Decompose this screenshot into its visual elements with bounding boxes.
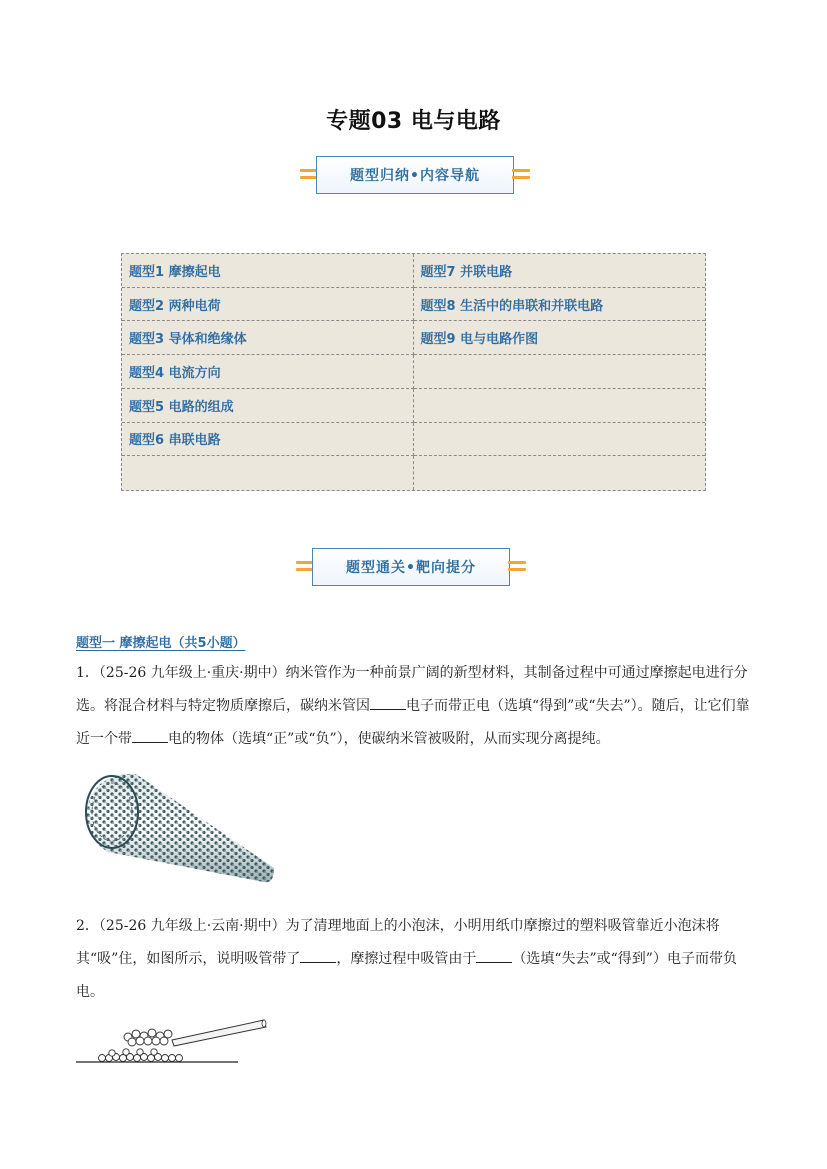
- practice-banner: [302, 548, 520, 586]
- question-number: 1．: [76, 665, 99, 681]
- double-bar-icon: [512, 169, 530, 181]
- practice-banner-label: 题型通关•靶向提分: [312, 548, 510, 586]
- nav-item[interactable]: 题型3 导体和绝缘体: [122, 321, 414, 355]
- topic-nav-table: [121, 253, 706, 491]
- nav-item-empty: [414, 456, 706, 490]
- question-source: （25-26 九年级上·重庆·期中）: [98, 665, 286, 681]
- nav-item[interactable]: 题型1 摩擦起电: [122, 254, 414, 288]
- question-text: （选填“失去”或“得到”）电子而带负电。: [76, 951, 737, 1000]
- nav-item-empty: [122, 456, 414, 490]
- question-text: 为了清理地面上的小泡沫，小明用纸巾摩擦过的塑料吸管靠近小泡沫将其“吸”住，如图所示，说明吸管带了: [76, 918, 720, 967]
- question-source: （25-26 九年级上·云南·期中）: [98, 918, 286, 934]
- question-text: ，摩擦过程中吸管由于: [336, 951, 477, 967]
- nav-item[interactable]: 题型9 电与电路作图: [414, 321, 706, 355]
- answer-blank[interactable]: [370, 695, 406, 710]
- carbon-nanotube-image: [78, 764, 280, 886]
- double-bar-icon: [508, 561, 526, 573]
- nav-item[interactable]: 题型7 并联电路: [414, 254, 706, 288]
- content-nav-banner-label: 题型归纳•内容导航: [316, 156, 514, 194]
- question-number: 2．: [76, 918, 99, 934]
- content-nav-banner: [306, 156, 524, 194]
- question-text: 电子而带正电（选填“得到”或“失去”）。随后，让它们靠近一个带: [76, 698, 750, 747]
- answer-blank[interactable]: [300, 948, 336, 963]
- nav-item[interactable]: 题型6 串联电路: [122, 423, 414, 457]
- question-text: 电的物体（选填“正”或“负”），使碳纳米管被吸附，从而实现分离提纯。: [168, 731, 610, 747]
- answer-blank[interactable]: [132, 728, 168, 743]
- section-heading: 题型一 摩擦起电（共5小题）: [76, 636, 246, 651]
- page-title: 专题03 电与电路: [326, 109, 501, 134]
- straw-foam-image: [76, 1016, 270, 1068]
- nav-item[interactable]: 题型8 生活中的串联和并联电路: [414, 288, 706, 322]
- nav-item[interactable]: 题型5 电路的组成: [122, 389, 414, 423]
- nav-item-empty: [414, 389, 706, 423]
- question-2: [76, 910, 756, 1009]
- answer-blank[interactable]: [476, 948, 512, 963]
- nav-item-empty: [414, 423, 706, 457]
- question-text: 纳米管作为一种前景广阔的新型材料，其制备过程中可通过摩擦起电进行分选。将混合材料与特定物质摩擦后，碳纳米管因: [76, 665, 748, 714]
- question-1: [76, 657, 756, 756]
- nav-item[interactable]: 题型2 两种电荷: [122, 288, 414, 322]
- nav-item[interactable]: 题型4 电流方向: [122, 355, 414, 389]
- nav-item-empty: [414, 355, 706, 389]
